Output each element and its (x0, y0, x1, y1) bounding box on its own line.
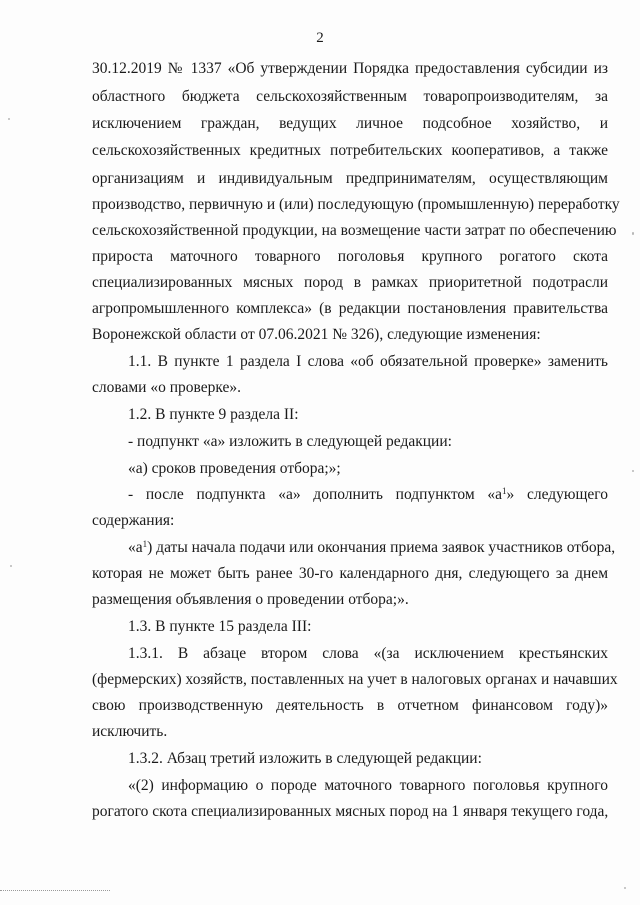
scan-speck (632, 232, 634, 235)
text-line: 30.12.2019 № 1337 «Об утверждении Порядка предоставления субсидии из (92, 60, 608, 77)
text-line: сельскохозяйственной продукции, на возмещение части затрат по обеспечению (92, 222, 617, 239)
text-line: агропромышленного комплекса» (в редакции постановления правительства (92, 300, 608, 317)
text-line: организациям и индивидуальным предпринимателям, осуществляющим (92, 170, 608, 187)
text-line: Воронежской области от 07.06.2021 № 326), следующие изменения: (92, 326, 541, 343)
text-fragment: «а (128, 539, 143, 556)
text-line: областного бюджета сельскохозяйственным товаропроизводителям, за (92, 88, 608, 105)
superscript: 1 (502, 486, 507, 496)
text-line: (фермерских) хозяйств, поставленных на учет в налоговых органах и начавших (92, 671, 618, 688)
page-number: 2 (316, 30, 324, 46)
text-line-with-superscript (128, 539, 616, 557)
text-line-with-superscript (128, 486, 608, 504)
text-line: «(2) информацию о породе маточного товарного поголовья крупного (128, 777, 608, 794)
scan-speck (10, 565, 12, 567)
text-line: специализированных мясных пород в рамках приоритетной подотрасли (92, 274, 608, 291)
scan-speck (624, 887, 626, 889)
text-line: свою производственную деятельность в отчетном финансовом году)» (92, 697, 608, 714)
text-line: рогатого скота специализированных мясных пород на 1 января текущего года, (92, 803, 609, 820)
text-line: размещения объявления о проведении отбора;». (92, 591, 409, 608)
scan-footer-rule (0, 890, 110, 891)
scan-speck (8, 118, 10, 120)
text-line: исключить. (92, 723, 168, 740)
paragraph-1-3-1: 1.3.1. В абзаце втором слова «(за исключением крестьянских (128, 645, 608, 662)
text-line: содержания: (92, 512, 175, 529)
paragraph-1-3: 1.3. В пункте 15 раздела III: (128, 618, 312, 635)
text-line: которая не может быть ранее 30-го календарного дня, следующего за днем (92, 565, 608, 582)
text-fragment: » следующего (506, 486, 609, 503)
scan-speck (632, 470, 634, 472)
superscript: 1 (142, 539, 148, 549)
text-line: - подпункт «а» изложить в следующей редакции: (128, 433, 452, 450)
text-line: сельскохозяйственных кредитных потребительских кооперативов, а также (92, 142, 608, 159)
text-line: «а) сроков проведения отбора;»; (128, 460, 341, 477)
text-fragment: - после подпункта «а» дополнить подпунктом «а (128, 486, 502, 503)
paragraph-1-2: 1.2. В пункте 9 раздела II: (128, 406, 299, 423)
text-line: словами «о проверке». (92, 379, 242, 396)
text-fragment: ) даты начала подачи или окончания приема заявок участников отбора, (147, 539, 616, 556)
text-line: производство, первичную и (или) последующую (промышленную) переработку (92, 196, 620, 213)
paragraph-1-3-2: 1.3.2. Абзац третий изложить в следующей редакции: (128, 750, 482, 767)
paragraph-1-1: 1.1. В пункте 1 раздела I слова «об обязательной проверке» заменить (128, 353, 608, 370)
text-line: исключением граждан, ведущих личное подсобное хозяйство, и (92, 115, 608, 132)
text-line: прироста маточного товарного поголовья крупного рогатого скота (92, 248, 608, 265)
